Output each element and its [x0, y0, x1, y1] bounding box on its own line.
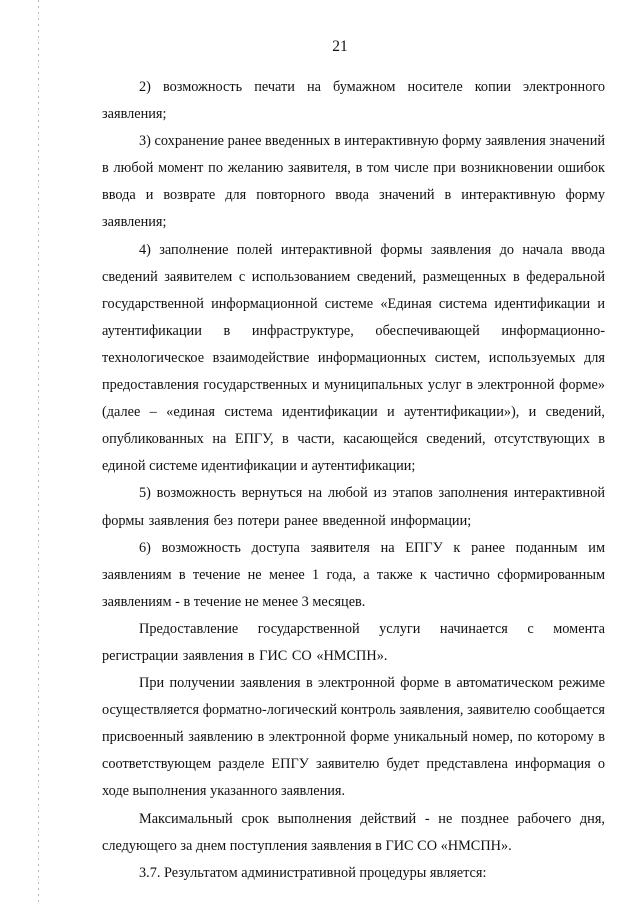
left-margin-line: [38, 0, 39, 905]
paragraph-item-3: 3) сохранение ранее введенных в интерактивную форму заявления значений в любой момент по желанию заявителя, в том числе при возникновении ошибок ввода и возврате для повторного ввода значений в интерактивную форму заявления;: [102, 133, 605, 231]
paragraph-section-3-7: 3.7. Результатом административной процедуры является:: [139, 864, 487, 881]
paragraph-max-term: Максимальный срок выполнения действий - не позднее рабочего дня, следующего за днем поступления заявления в ГИС СО «НМСПН».: [102, 810, 605, 854]
page-number: 21: [332, 38, 348, 55]
paragraph-item-2: 2) возможность печати на бумажном носителе копии электронного заявления;: [102, 79, 605, 123]
paragraph-item-4: 4) заполнение полей интерактивной формы заявления до начала ввода сведений заявителем с использованием сведений, размещенных в федеральной государственной информационной системе «Единая система идентификации и аутентификации в инфраструктуре, обеспечивающей информационно-технологическое взаимодействие информационных систем, используемых для предоставления государственных и муниципальных услуг в электронной форме» (далее – «единая система идентификации и аутентификации»), и сведений, опубликованных на ЕПГУ, в части, касающейся сведений, отсутствующих в единой системе идентификации и аутентификации;: [102, 241, 605, 475]
paragraph-item-6: 6) возможность доступа заявителя на ЕПГУ к ранее поданным им заявлениям в течение не менее 1 года, а также к частично сформированным заявлениям - в течение не менее 3 месяцев.: [102, 539, 605, 610]
paragraph-item-5: 5) возможность вернуться на любой из этапов заполнения интерактивной формы заявления без потери ранее введенной информации;: [102, 485, 605, 529]
paragraph-service-start: Предоставление государственной услуги начинается с момента регистрации заявления в ГИС СО «НМСПН».: [102, 620, 605, 664]
paragraph-electronic-receipt: При получении заявления в электронной форме в автоматическом режиме осуществляется форматно-логический контроль заявления, заявителю сообщается присвоенный заявлению в электронной форме уникальный номер, по которому в соответствующем разделе ЕПГУ заявителю будет представлена информация о ходе выполнения указанного заявления.: [102, 675, 605, 800]
document-body: [102, 74, 605, 887]
